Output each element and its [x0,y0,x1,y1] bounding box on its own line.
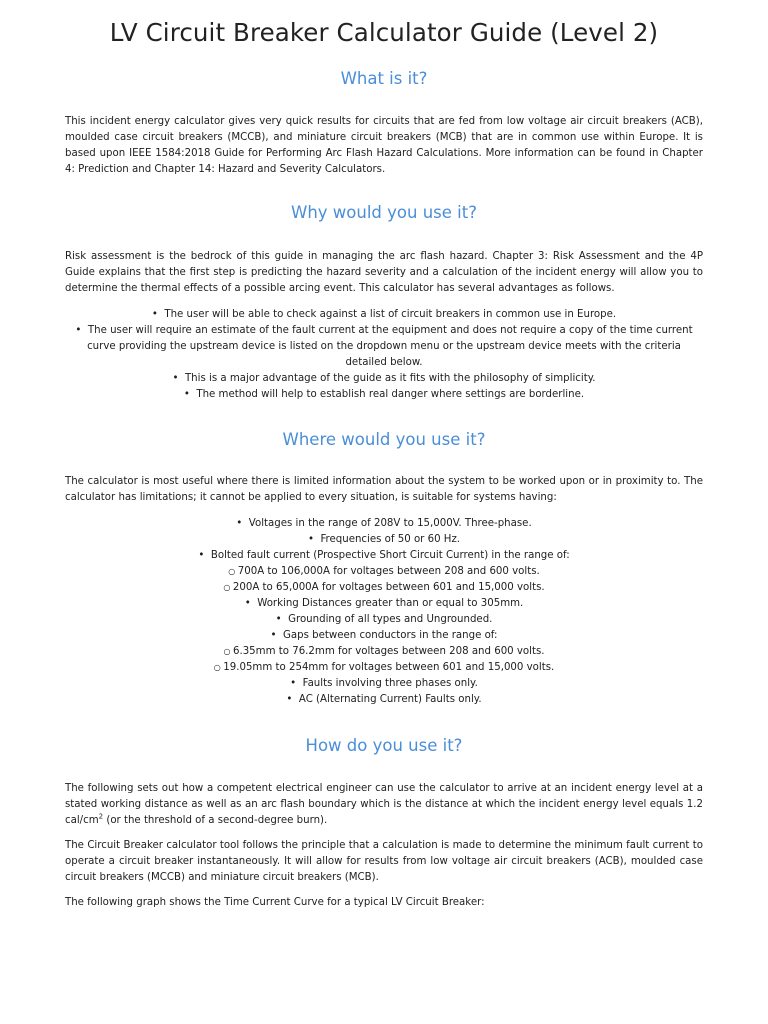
list-item: • AC (Alternating Current) Faults only. [65,692,703,708]
section-heading-how: How do you use it? [305,736,463,755]
page-title: LV Circuit Breaker Calculator Guide (Level 2) [109,18,659,47]
where-paragraph: The calculator is most useful where there is limited information about the system to be worked upon or in proximity to. The calculator has limitations; it cannot be applied to every situation, is suitable for systems having: [65,476,703,503]
section-heading-why: Why would you use it? [291,203,477,222]
list-item: • This is a major advantage of the guide as it fits with the philosophy of simplicity. [65,371,703,387]
sub-list-item: ○ 700A to 106,000A for voltages between 208 and 600 volts. [65,564,703,580]
section-heading-where: Where would you use it? [282,430,486,449]
sub-list-item: ○ 6.35mm to 76.2mm for voltages between 208 and 600 volts. [65,644,703,660]
how-paragraph-1-tail: (or the threshold of a second-degree burn). [103,815,328,826]
list-item: • Voltages in the range of 208V to 15,000V. Three-phase. [65,516,703,532]
list-item: • The method will help to establish real danger where settings are borderline. [65,387,703,403]
list-item: • The user will be able to check against a list of circuit breakers in common use in Europe. [65,307,703,323]
section-heading-what: What is it? [340,69,428,88]
how-paragraph-3: The following graph shows the Time Current Curve for a typical LV Circuit Breaker: [65,897,485,908]
list-item: • Working Distances greater than or equal to 305mm. [65,596,703,612]
sub-list-item: ○ 200A to 65,000A for voltages between 601 and 15,000 volts. [65,580,703,596]
where-bullet-list [65,516,703,708]
what-paragraph: This incident energy calculator gives very quick results for circuits that are fed from low voltage air circuit breakers (ACB), moulded case circuit breakers (MCCB), and miniature circuit breakers (MCB) that are in common use within Europe. It is based upon IEEE 1584:2018 Guide for Performing Arc Flash Hazard Calculations. More information can be found in Chapter 4: Prediction and Chapter 14: Hazard and Severity Calculators. [65,116,703,175]
list-item: • Faults involving three phases only. [65,676,703,692]
superscript: 2 [98,812,104,821]
list-item: • Frequencies of 50 or 60 Hz. [65,532,703,548]
sub-list-item: ○ 19.05mm to 254mm for voltages between 601 and 15,000 volts. [65,660,703,676]
why-paragraph: Risk assessment is the bedrock of this guide in managing the arc flash hazard. Chapter 3: Risk Assessment and the 4P Guide explains that the first step is predicting the hazard severity and a calculation of the incident energy will allow you to determine the thermal effects of a possible arcing event. This calculator has several advantages as follows. [65,251,703,294]
how-paragraph-1-text: The following sets out how a competent electrical engineer can use the calculator to arrive at an incident energy level at a stated working distance as well as an arc flash boundary which is the distance at which the incident energy level equals 1.2 cal/cm [65,783,703,826]
how-paragraph-1 [65,781,703,829]
list-item: • Bolted fault current (Prospective Short Circuit Current) in the range of: [65,548,703,564]
list-item: • The user will require an estimate of the fault current at the equipment and does not require a copy of the time current curve providing the upstream device is listed on the dropdown menu or the upstream device meets with the criteria detailed below. [65,323,703,371]
how-paragraph-2: The Circuit Breaker calculator tool follows the principle that a calculation is made to determine the minimum fault current to operate a circuit breaker instantaneously. It will allow for results from low voltage air circuit breakers (ACB), moulded case circuit breakers (MCCB) and miniature circuit breakers (MCB). [65,840,703,883]
why-bullet-list [65,307,703,403]
list-item: • Gaps between conductors in the range of: [65,628,703,644]
list-item: • Grounding of all types and Ungrounded. [65,612,703,628]
